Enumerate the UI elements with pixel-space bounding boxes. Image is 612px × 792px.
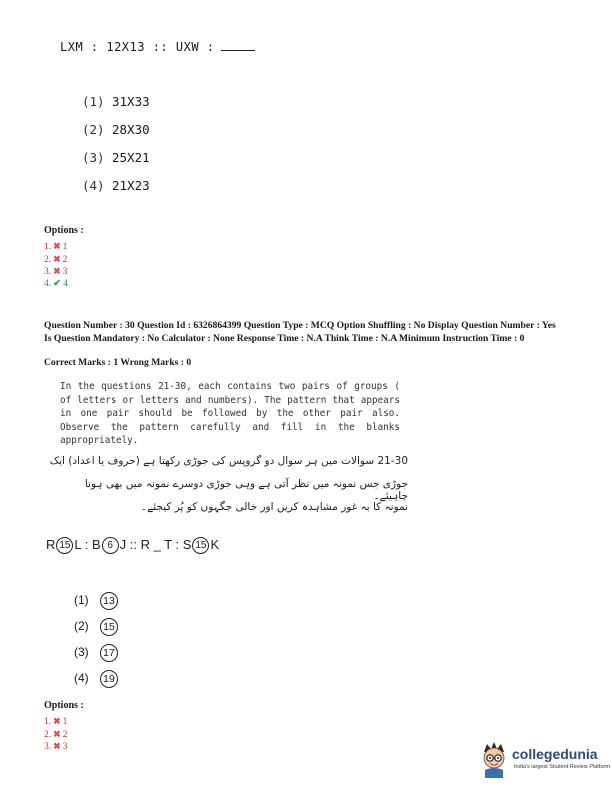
logo-brand: collegedunia bbox=[512, 746, 598, 762]
question-analogy: LXM : 12X13 :: UXW : bbox=[60, 40, 215, 54]
pattern-text: L : B bbox=[74, 537, 101, 552]
choice-number: (2) bbox=[74, 619, 89, 634]
instructions-urdu-line: جوڑی جس نمونہ میں نظر آتی ہے وہی جوڑی دوسرے نمونہ میں بھی ہونا چاہیئے۔ bbox=[84, 478, 408, 502]
choice-number: (3) bbox=[82, 150, 105, 165]
circled-number: 17 bbox=[100, 644, 118, 662]
circled-number: 13 bbox=[100, 592, 118, 610]
option-number: 2. bbox=[44, 729, 52, 740]
option-label: 2 bbox=[62, 729, 68, 740]
options-list-bottom bbox=[44, 715, 67, 753]
option-item bbox=[44, 240, 68, 253]
choice-number: (2) bbox=[82, 122, 105, 137]
circled-number: 15 bbox=[100, 618, 118, 636]
choice-item bbox=[74, 670, 118, 696]
choice-list-bottom bbox=[74, 592, 118, 696]
mascot-icon bbox=[478, 740, 510, 778]
option-label: 3 bbox=[62, 267, 68, 277]
option-number: 3. bbox=[44, 742, 52, 752]
choice-value: 28X30 bbox=[112, 122, 150, 137]
cross-icon: ✖ bbox=[53, 266, 61, 276]
option-label: 3 bbox=[62, 742, 68, 752]
option-item bbox=[44, 740, 67, 753]
choice-number: (4) bbox=[82, 178, 105, 193]
question-marks: Correct Marks : 1 Wrong Marks : 0 bbox=[44, 357, 192, 368]
logo-tagline: India's largest Student Review Platform bbox=[514, 764, 610, 770]
choice-value: 31X33 bbox=[112, 94, 150, 109]
choice-item bbox=[82, 122, 150, 150]
option-item bbox=[44, 728, 67, 741]
option-number: 4. bbox=[44, 278, 52, 289]
option-number: 2. bbox=[44, 254, 52, 265]
cross-icon: ✖ bbox=[53, 728, 61, 739]
instructions-urdu-line: نمونہ کا بہ غور مشاہدہ کریں اور خالی جگہوں کو پُر کیجئے۔ bbox=[140, 501, 408, 513]
option-label: 4 bbox=[63, 278, 68, 289]
options-list-top bbox=[44, 240, 68, 290]
question-text bbox=[60, 40, 255, 54]
choice-number: (4) bbox=[74, 671, 89, 686]
option-item bbox=[44, 265, 68, 278]
circled-number: 6 bbox=[102, 537, 119, 554]
choice-number: (1) bbox=[82, 94, 105, 109]
choice-item bbox=[82, 94, 150, 122]
choice-number: (1) bbox=[74, 593, 89, 608]
cross-icon: ✖ bbox=[53, 241, 61, 251]
answer-blank bbox=[221, 40, 255, 51]
pattern-question bbox=[46, 537, 219, 554]
option-label: 2 bbox=[62, 254, 68, 265]
choice-value: 21X23 bbox=[112, 178, 150, 193]
option-item bbox=[44, 253, 68, 266]
option-item bbox=[44, 715, 67, 728]
options-heading: Options : bbox=[44, 225, 84, 236]
instructions-urdu-line: 21-30 سوالات میں ہر سوال دو گروپس کی جوڑی رکھتا ہے (حروف یا اعداد) ایک bbox=[49, 455, 408, 467]
option-item-correct bbox=[44, 278, 68, 291]
pattern-text: R bbox=[46, 537, 56, 552]
cross-icon: ✖ bbox=[53, 716, 61, 726]
option-number: 1. bbox=[44, 717, 52, 727]
question-meta: Question Number : 30 Question Id : 6326864399 Question Type : MCQ Option Shuffling : No Display Question Number : Yes Is Question Mandatory : No Calculator : None Response Time : N.A Think Time : N.A Minimum Instruction Time : 0 bbox=[44, 320, 556, 344]
checkmark-icon: ✔ bbox=[53, 278, 62, 289]
collegedunia-logo bbox=[478, 740, 608, 780]
instructions-english: In the questions 21-30, each contains two pairs of groups ( of letters or letters and numbers). The pattern that appears in one pair should be followed by the other pair also. Observe the pattern carefully and fill in the blanks appropriately. bbox=[60, 381, 400, 446]
choice-number: (3) bbox=[74, 645, 89, 660]
choice-item bbox=[74, 618, 118, 644]
circled-number: 15 bbox=[56, 537, 73, 554]
circled-number: 15 bbox=[192, 537, 209, 554]
choice-item bbox=[82, 178, 150, 206]
choice-item bbox=[74, 592, 118, 618]
choice-list-top bbox=[82, 94, 150, 206]
pattern-text: J :: R _ T : S bbox=[119, 537, 192, 552]
pattern-text: K bbox=[210, 537, 220, 552]
option-number: 1. bbox=[44, 242, 52, 252]
choice-item bbox=[82, 150, 150, 178]
cross-icon: ✖ bbox=[53, 253, 61, 264]
circled-number: 19 bbox=[100, 670, 118, 688]
choice-value: 25X21 bbox=[112, 150, 150, 165]
option-label: 1 bbox=[62, 242, 68, 252]
option-label: 1 bbox=[62, 717, 68, 727]
options-heading: Options : bbox=[44, 700, 84, 711]
choice-item bbox=[74, 644, 118, 670]
cross-icon: ✖ bbox=[53, 741, 61, 751]
option-number: 3. bbox=[44, 267, 52, 277]
